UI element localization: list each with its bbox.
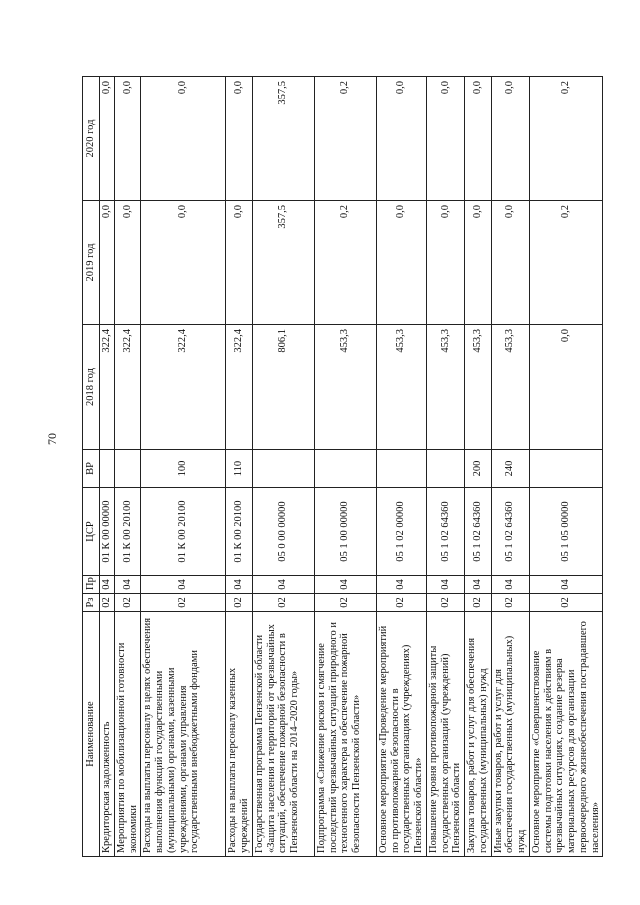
row-2018: 453,3 xyxy=(491,325,529,450)
row-csr: 05 1 05 00000 xyxy=(529,488,603,576)
header-2018: 2018 год xyxy=(83,325,100,450)
row-2019: 0,2 xyxy=(314,201,376,325)
table-row xyxy=(252,77,314,857)
row-rz: 02 xyxy=(226,594,253,612)
row-pr: 04 xyxy=(114,576,141,594)
header-2020: 2020 год xyxy=(83,77,100,201)
row-name: Расходы на выплаты персоналу казенных учреждений xyxy=(226,612,253,857)
row-2020: 0,0 xyxy=(491,77,529,201)
row-pr: 04 xyxy=(491,576,529,594)
row-2020: 0,0 xyxy=(465,77,492,201)
row-rz: 02 xyxy=(114,594,141,612)
row-2018: 322,4 xyxy=(114,325,141,450)
row-vr xyxy=(252,450,314,488)
row-2020: 0,0 xyxy=(141,77,226,201)
row-2018: 453,3 xyxy=(314,325,376,450)
row-csr: 05 1 02 64360 xyxy=(426,488,464,576)
table-row xyxy=(100,77,115,857)
row-2020: 0,0 xyxy=(100,77,115,201)
row-pr: 04 xyxy=(252,576,314,594)
row-csr: 01 К 00 20100 xyxy=(114,488,141,576)
row-vr: 100 xyxy=(141,450,226,488)
row-2018: 0,0 xyxy=(529,325,603,450)
row-2019: 0,0 xyxy=(141,201,226,325)
row-2018: 322,4 xyxy=(100,325,115,450)
table-row xyxy=(465,77,492,857)
table-header-row xyxy=(83,77,100,857)
row-rz: 02 xyxy=(141,594,226,612)
table-row xyxy=(114,77,141,857)
row-vr xyxy=(314,450,376,488)
row-csr: 05 1 00 00000 xyxy=(314,488,376,576)
row-2020: 0,2 xyxy=(314,77,376,201)
row-vr xyxy=(114,450,141,488)
page-number: 70 xyxy=(45,433,59,445)
row-name: Основное мероприятие «Совершенствование системы подготовки населения к действиям в чрезвычайных ситуациях, создание резерва материальных ресурсов для организации первоочередного жизнеобеспечения пострадавшего населения» xyxy=(529,612,603,857)
header-name: Наименование xyxy=(83,612,100,857)
row-2019: 0,0 xyxy=(114,201,141,325)
row-pr: 04 xyxy=(141,576,226,594)
table-row xyxy=(426,77,464,857)
budget-table xyxy=(82,76,603,857)
row-2020: 0,0 xyxy=(226,77,253,201)
row-pr: 04 xyxy=(226,576,253,594)
row-rz: 02 xyxy=(529,594,603,612)
row-pr: 04 xyxy=(529,576,603,594)
row-vr: 240 xyxy=(491,450,529,488)
row-pr: 04 xyxy=(376,576,426,594)
row-vr: 110 xyxy=(226,450,253,488)
row-2019: 357,5 xyxy=(252,201,314,325)
row-2018: 453,3 xyxy=(426,325,464,450)
row-name: Государственная программа Пензенской области «Защита населения и территорий от чрезвычайных ситуаций, обеспечение пожарной безопасности в Пензенской области на 2014–2020 годы» xyxy=(252,612,314,857)
row-name: Мероприятия по мобилизационной готовности экономики xyxy=(114,612,141,857)
rotated-table-container xyxy=(82,77,601,857)
row-vr xyxy=(426,450,464,488)
table-row xyxy=(141,77,226,857)
table-row xyxy=(376,77,426,857)
row-2020: 357,5 xyxy=(252,77,314,201)
header-vr: ВР xyxy=(83,450,100,488)
row-2020: 0,0 xyxy=(376,77,426,201)
header-rz: Рз xyxy=(83,594,100,612)
row-2019: 0,0 xyxy=(465,201,492,325)
row-vr xyxy=(529,450,603,488)
header-csr: ЦСР xyxy=(83,488,100,576)
row-pr: 04 xyxy=(100,576,115,594)
row-2019: 0,0 xyxy=(491,201,529,325)
row-2018: 322,4 xyxy=(226,325,253,450)
row-2019: 0,2 xyxy=(529,201,603,325)
row-pr: 04 xyxy=(314,576,376,594)
row-rz: 02 xyxy=(314,594,376,612)
row-2019: 0,0 xyxy=(426,201,464,325)
row-csr: 05 0 00 00000 xyxy=(252,488,314,576)
table-body xyxy=(100,77,603,857)
row-2018: 453,3 xyxy=(376,325,426,450)
row-2020: 0,0 xyxy=(426,77,464,201)
table-row xyxy=(226,77,253,857)
row-2018: 453,3 xyxy=(465,325,492,450)
row-2019: 0,0 xyxy=(226,201,253,325)
row-rz: 02 xyxy=(426,594,464,612)
row-vr: 200 xyxy=(465,450,492,488)
row-name: Иные закупки товаров, работ и услуг для обеспечения государственных (муниципальных) нужд xyxy=(491,612,529,857)
row-name: Расходы на выплаты персоналу в целях обеспечения выполнения функций государственными (муниципальными) органами, казенными учреждениями, органами управления государственными внебюджетными фондами xyxy=(141,612,226,857)
row-2020: 0,2 xyxy=(529,77,603,201)
row-2018: 806,1 xyxy=(252,325,314,450)
row-rz: 02 xyxy=(252,594,314,612)
row-2019: 0,0 xyxy=(376,201,426,325)
row-csr: 01 К 00 00000 xyxy=(100,488,115,576)
row-rz: 02 xyxy=(376,594,426,612)
row-csr: 05 1 02 64360 xyxy=(491,488,529,576)
row-csr: 01 К 00 20100 xyxy=(226,488,253,576)
row-vr xyxy=(100,450,115,488)
row-name: Кредиторская задолженность xyxy=(100,612,115,857)
row-csr: 05 1 02 00000 xyxy=(376,488,426,576)
row-csr: 05 1 02 64360 xyxy=(465,488,492,576)
row-rz: 02 xyxy=(491,594,529,612)
row-vr xyxy=(376,450,426,488)
row-csr: 01 К 00 20100 xyxy=(141,488,226,576)
row-name: Повышение уровня противопожарной защиты государственных организаций (учреждений) Пензенской области xyxy=(426,612,464,857)
row-rz: 02 xyxy=(465,594,492,612)
row-2018: 322,4 xyxy=(141,325,226,450)
row-name: Подпрограмма «Снижение рисков и смягчение последствий чрезвычайных ситуаций природного и техногенного характера и обеспечение пожарной безопасности Пензенской области» xyxy=(314,612,376,857)
table-row xyxy=(491,77,529,857)
header-pr: Пр xyxy=(83,576,100,594)
row-pr: 04 xyxy=(426,576,464,594)
header-2019: 2019 год xyxy=(83,201,100,325)
row-rz: 02 xyxy=(100,594,115,612)
row-2019: 0,0 xyxy=(100,201,115,325)
row-pr: 04 xyxy=(465,576,492,594)
row-name: Основное мероприятие «Проведение мероприятий по противопожарной безопасности в государственных организациях (учреждениях) Пензенской области» xyxy=(376,612,426,857)
table-row xyxy=(314,77,376,857)
row-name: Закупка товаров, работ и услуг для обеспечения государственных (муниципальных) нужд xyxy=(465,612,492,857)
row-2020: 0,0 xyxy=(114,77,141,201)
table-row xyxy=(529,77,603,857)
